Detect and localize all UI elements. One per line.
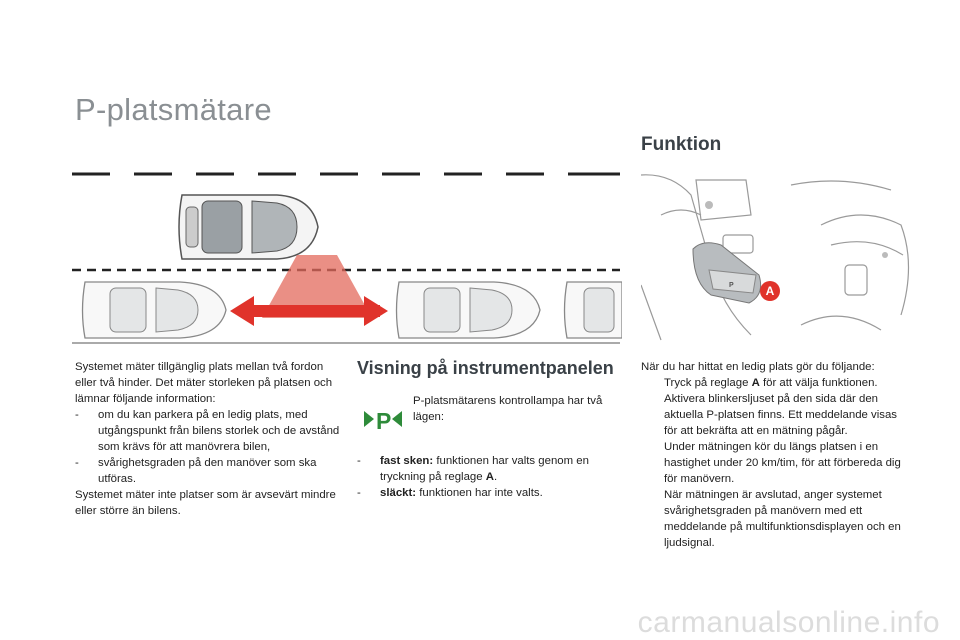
lamp-mode-item: [357, 453, 619, 485]
step-control: A: [751, 377, 760, 389]
step-text: Aktivera blinkersljuset på den sida där den aktuella P-platsen finns. Ett meddelande visas för att bekräfta att en mätning pågår.: [664, 393, 898, 437]
intro-item-text: svårighetsgraden på den manöver som ska utföras.: [98, 457, 317, 485]
dashboard-illustration: [641, 165, 919, 347]
intro-item: [75, 455, 345, 487]
funktion-intro: När du har hittat en ledig plats gör du följande:: [641, 361, 875, 373]
page-title: P-platsmätare: [75, 92, 272, 127]
svg-text:P: P: [729, 282, 734, 289]
parked-car-mid: [397, 282, 541, 338]
step-text: Tryck på reglage: [664, 377, 752, 389]
intro-paragraph: Systemet mäter tillgänglig plats mellan två fordon eller två hinder. Det mäter storleken på platsen och lämnar följande information:: [75, 361, 333, 405]
funktion-step: [641, 391, 911, 439]
step-text: Under mätningen kör du längs platsen i en hastighet under 20 km/tim, för att förbereda dig för manövern.: [664, 441, 901, 485]
dash-marker: -: [357, 487, 361, 499]
mode-label: fast sken:: [380, 455, 434, 467]
step-text-end: för att välja funktionen.: [759, 377, 878, 389]
visning-heading: Visning på instrumentpanelen: [357, 358, 614, 378]
step-text: När mätningen är avslutad, anger systemet svårighetsgraden på manövern med ett meddelande på multifunktionsdisplayen och en ljudsignal.: [664, 489, 901, 549]
lamp-letter: P: [376, 408, 392, 433]
intro-closing-paragraph: Systemet mäter inte platser som är avsevärt mindre eller större än bilens.: [75, 489, 336, 517]
lamp-modes: [357, 453, 619, 501]
intro-text: [75, 359, 345, 519]
funktion-text: [641, 359, 911, 551]
dash-marker: -: [357, 455, 361, 467]
funktion-step: [641, 487, 911, 551]
mode-control: A: [485, 471, 494, 483]
mode-end: .: [493, 471, 498, 483]
lamp-description: P-platsmätarens kontrollampa har två lägen:: [413, 395, 603, 423]
intro-item-text: om du kan parkera på en ledig plats, med utgångspunkt från bilens storlek och de avstånd som krävs för att manövrera bilen,: [98, 409, 340, 453]
parking-diagram: [72, 160, 622, 345]
lamp-mode-item: [357, 485, 619, 501]
dash-marker: -: [75, 457, 79, 469]
parked-car-right: [565, 282, 623, 338]
parking-lamp-icon: [362, 405, 404, 433]
funktion-heading: Funktion: [641, 134, 722, 155]
moving-car: [179, 195, 318, 259]
intro-item: [75, 407, 345, 455]
watermark: carmanualsonline.info: [637, 606, 940, 639]
funktion-step: [641, 375, 911, 391]
dash-marker: -: [75, 409, 79, 421]
funktion-step: [641, 439, 911, 487]
mode-text: funktionen har inte valts.: [416, 487, 543, 499]
parked-car-left: [83, 282, 227, 338]
control-a-badge: A: [760, 281, 780, 301]
mode-text: funktionen har valts genom en tryckning på reglage: [380, 455, 589, 483]
mode-label: släckt:: [380, 487, 417, 499]
